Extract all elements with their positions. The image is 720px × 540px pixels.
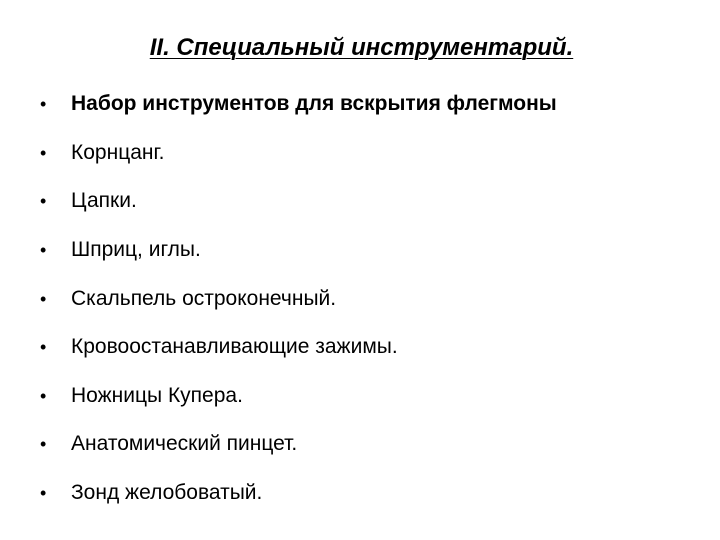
bullet-icon: •	[40, 240, 47, 261]
list-item	[40, 420, 700, 469]
list-item	[40, 177, 700, 226]
list-item-label: Зонд желобоватый.	[71, 481, 263, 505]
instrument-list	[40, 80, 700, 517]
bullet-icon: •	[40, 142, 47, 163]
bullet-icon: •	[40, 94, 47, 115]
list-item	[40, 129, 700, 178]
list-item	[40, 274, 700, 323]
bullet-icon: •	[40, 434, 47, 455]
bullet-icon: •	[40, 385, 47, 406]
list-item	[40, 372, 700, 421]
list-item	[40, 469, 700, 518]
list-item	[40, 226, 700, 275]
list-item-label: Скальпель остроконечный.	[71, 286, 337, 310]
list-item-label: Набор инструментов для вскрытия флегмоны	[71, 92, 557, 116]
slide-title	[0, 34, 720, 62]
list-item-label: Шприц, иглы.	[71, 238, 201, 262]
list-item	[40, 80, 700, 129]
bullet-icon: •	[40, 483, 47, 504]
slide-title-text: II. Специальный инструментарий.	[149, 34, 574, 61]
list-item-label: Ножницы Купера.	[71, 383, 243, 407]
bullet-icon: •	[40, 337, 47, 358]
list-item-label: Цапки.	[71, 189, 137, 213]
bullet-icon: •	[40, 191, 47, 212]
bullet-icon: •	[40, 288, 47, 309]
list-item-label: Анатомический пинцет.	[71, 432, 298, 456]
list-item-label: Кровоостанавливающие зажимы.	[71, 335, 398, 359]
list-item-label: Корнцанг.	[71, 140, 165, 164]
list-item	[40, 323, 700, 372]
